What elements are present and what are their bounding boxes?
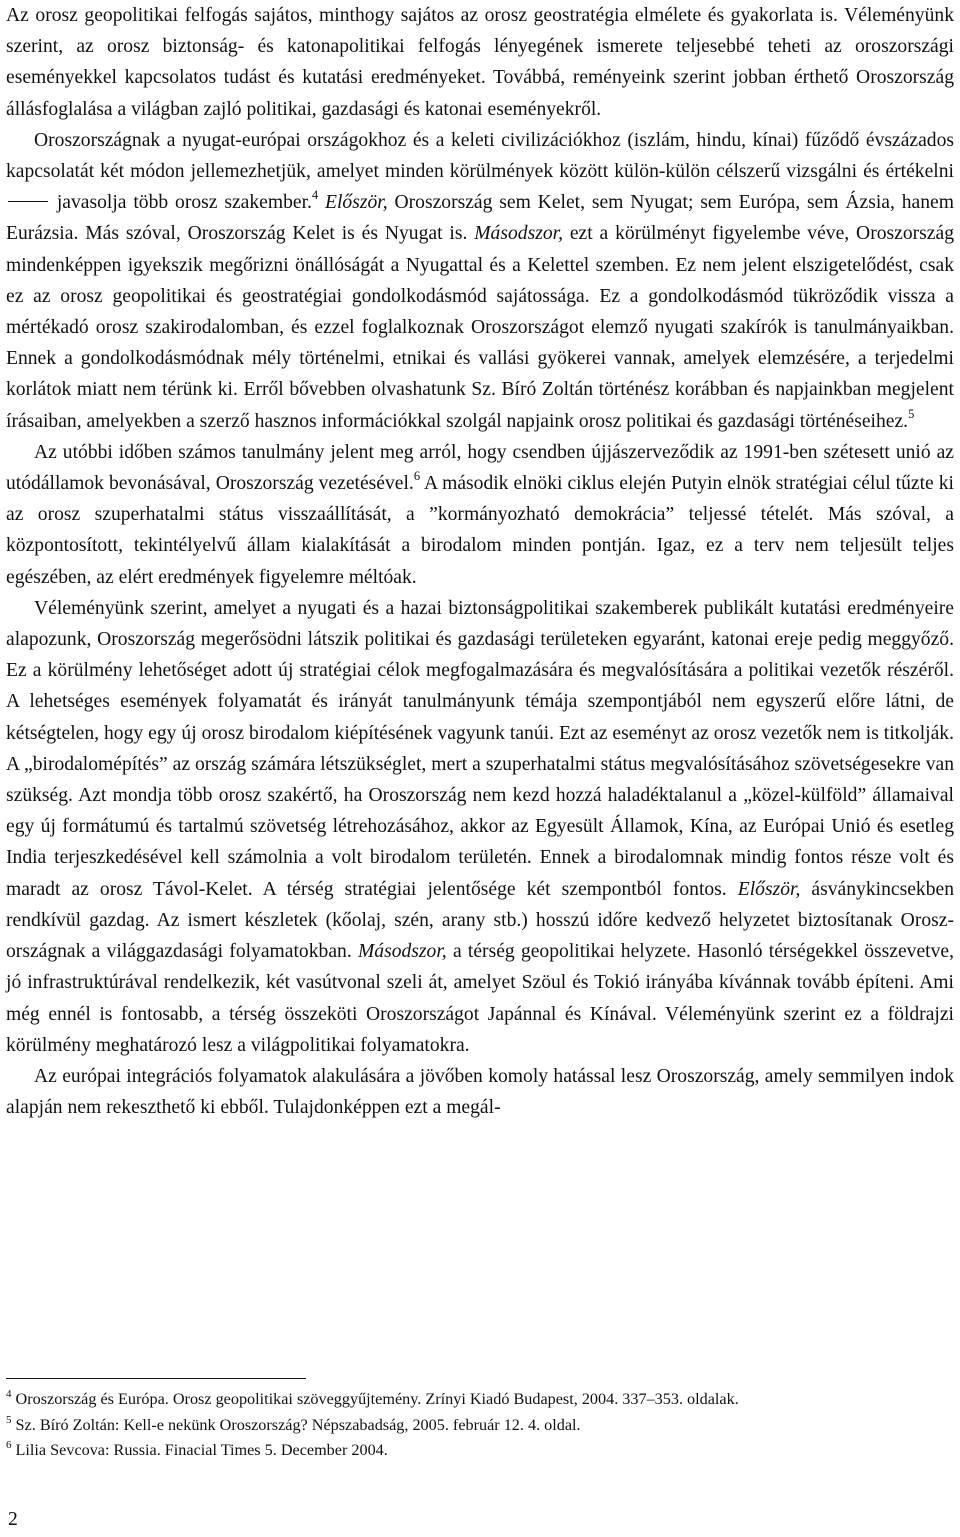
footnote: [6, 1413, 954, 1439]
page-number: 2: [8, 1509, 18, 1530]
footnote-list: [6, 1387, 954, 1464]
text-run: Véleményünk szerint, amelyet a nyugati és a hazai biztonságpolitikai szakemberek publikált kutatási eredményeire alapozunk, Oroszország megerősödni látszik politikai és gazdasági területeken egyaránt, katonai ereje pedig meggyőző. Ez a körülmény lehetőséget adott új stratégiai célok megfogalmazására és megvalósítására a politikai vezetők részéről. A lehetséges események folyamatát és irányát tanulmányunk témája szempontjából nem egyszerű előre látni, de kétségtelen, hogy egy új orosz birodalom kiépítésének vagyunk tanúi. Ezt az eseményt az orosz vezetők nem is titkolják. A „birodalomépítés” az ország számára létszükséglet, mert a szuperhatalmi státus megvalósításához szövetségesekre van szükség. Azt mondja több orosz szakértő, ha Oroszország nem kezd hozzá haladéktalanul a „közel-külföld” államaival egy új formátumú és tartalmú szövetség létrehozásához, akkor az Egyesült Államok, Kína, az Európai Unió és esetleg India terjeszkedésével kell számolnia a volt birodalom területén. Ennek a birodalomnak mindig fontos része volt és maradt az orosz Távol-Kelet. A térség stratégiai jelentősége két szempontból fontos.: [6, 597, 954, 900]
text-run: ezt a körülményt figyelembe véve, Oroszország mindenképpen igyekszik megőrizni önállóságát a Nyugattal és a Kelettel szemben. Ez nem jelent elszigetelődést, csak ez az orosz geopolitikai és geostratégiai gondolkodásmód sajátossága. Ez a gondolkodásmód tükröződik vissza a mértékadó orosz szakirodalomban, és ezzel foglalkoznak Oroszországot elemző nyugati szakírók is tanulmányaikban. Ennek a gondolkodásmódnak mély történelmi, etnikai és vallási gyökerei vannak, amelyek elemzésére, a terjedelmi korlátok miatt nem térünk ki. Erről bővebben olvashatunk Sz. Bíró Zoltán történész korábban és napjainkban megjelent írásaiban, amelyekben a szerző hasznos információkkal szolgál napjaink orosz politikai és gazdasági történéseihez.: [6, 223, 954, 432]
text-run: Az európai integrációs folyamatok alakulására a jövőben komoly hatással lesz Oroszország, amely semmilyen indok alapján nem rekeszthető ki ebből. Tulajdonképpen ezt a megál-: [6, 1065, 954, 1119]
paragraph: [6, 125, 954, 437]
footnote-ref: 5: [908, 406, 915, 421]
em-dash: [8, 201, 48, 202]
footnote-separator: [6, 1378, 306, 1379]
footnote-ref: 4: [311, 188, 319, 203]
text-run: Az orosz geopolitikai felfogás sajátos, minthogy sajátos az orosz geostratégia elmélete és gyakorlata is. Véleményünk szerint, az orosz biztonság- és katonapolitikai felfogás lényegének ismerete teljesebbé teheti az oroszországi eseményekkel kapcsolatos tudást és kutatási eredményeket. Továbbá, reményeink szerint jobban érthető Oroszország állásfoglalása a világban zajló politikai, gazdasági és katonai eseményekről.: [6, 5, 954, 120]
text-run: [318, 192, 325, 213]
paragraph: [6, 1061, 954, 1123]
text-run: Oroszországnak a nyugat-európai országokhoz és a keleti civilizációkhoz (iszlám, hindu, kínai) fűződő évszázados kapcsolatát két módon jellemezhetjük, amelyet minden körülmények között külön-külön célszerű vizsgálni és értékelni: [6, 129, 954, 183]
italic-text: Először,: [737, 878, 801, 900]
footnote-number: 6: [6, 1439, 12, 1451]
text-run: a térség geopolitikai helyzete. Hasonló térségekkel összevetve, jó infrastruktúrával rendelkezik, két vasútvonal szeli át, amelyet Szöul és Tokió irányába kívánnak tovább építeni. Ami még ennél is fontosabb, a térség összeköti Oroszországot Japánnal és Kínával. Véleményünk szerint ez a földrajzi körülmény meghatározó lesz a világpolitikai folyamatokra.: [6, 941, 954, 1056]
text-run: Az utóbbi időben számos tanulmány jelent meg arról, hogy csendben újjászerveződik az 1991-ben szétesett unió az utódállamok bevonásával, Oroszország vezetésével.: [6, 441, 954, 495]
footnote: [6, 1387, 954, 1413]
text-run: A második elnöki ciklus elején Putyin elnök stratégiai célul tűzte ki az orosz szuperhatalmi státus visszaállítását, a ”kormányozható demokrácia” teljessé tételét. Más szóval, a központosított, tekintélyelvű állam kialakítását a birodalom minden pontján. Igaz, ez a terv nem teljesült teljes egészében, az elért eredmények figyelemre méltóak.: [6, 473, 955, 588]
paragraph: [6, 593, 954, 1061]
body-text: [6, 0, 954, 1123]
paragraph: [6, 437, 954, 593]
footnote-text: Sz. Bíró Zoltán: Kell-e nekünk Oroszország? Népszabadság, 2005. február 12. 4. oldal.: [11, 1415, 581, 1434]
footnotes: [6, 1378, 954, 1464]
text-run: ásványkincsekben rendkívül gazdag. Az ismert készletek (kőolaj, szén, arany stb.) hosszú időre kedvező helyzetet biztosítanak Oroszországnak a világgazdasági folyamatokban.: [6, 878, 954, 963]
footnote-number: 5: [6, 1413, 12, 1426]
italic-text: Másodszor,: [357, 941, 447, 963]
italic-text: Először,: [325, 192, 388, 214]
footnote-number: 4: [6, 1388, 12, 1400]
italic-text: Másodszor,: [474, 223, 563, 245]
footnote-text: Oroszország és Európa. Orosz geopolitikai szöveggyűjtemény. Zrínyi Kiadó Budapest, 2004. 337–353. oldalak.: [11, 1390, 739, 1408]
footnote-text: Lilia Sevcova: Russia. Finacial Times 5. December 2004.: [11, 1441, 388, 1459]
footnote-ref: 6: [413, 469, 421, 484]
text-run: Oroszország sem Kelet, sem Nyugat; sem Európa, sem Ázsia, hanem Eurázsia. Más szóval, Oroszország Kelet is és Nyugat is.: [6, 192, 954, 245]
text-run: javasolja több orosz szakember.: [50, 192, 312, 214]
footnote: [6, 1438, 954, 1464]
paragraph: [6, 0, 954, 125]
